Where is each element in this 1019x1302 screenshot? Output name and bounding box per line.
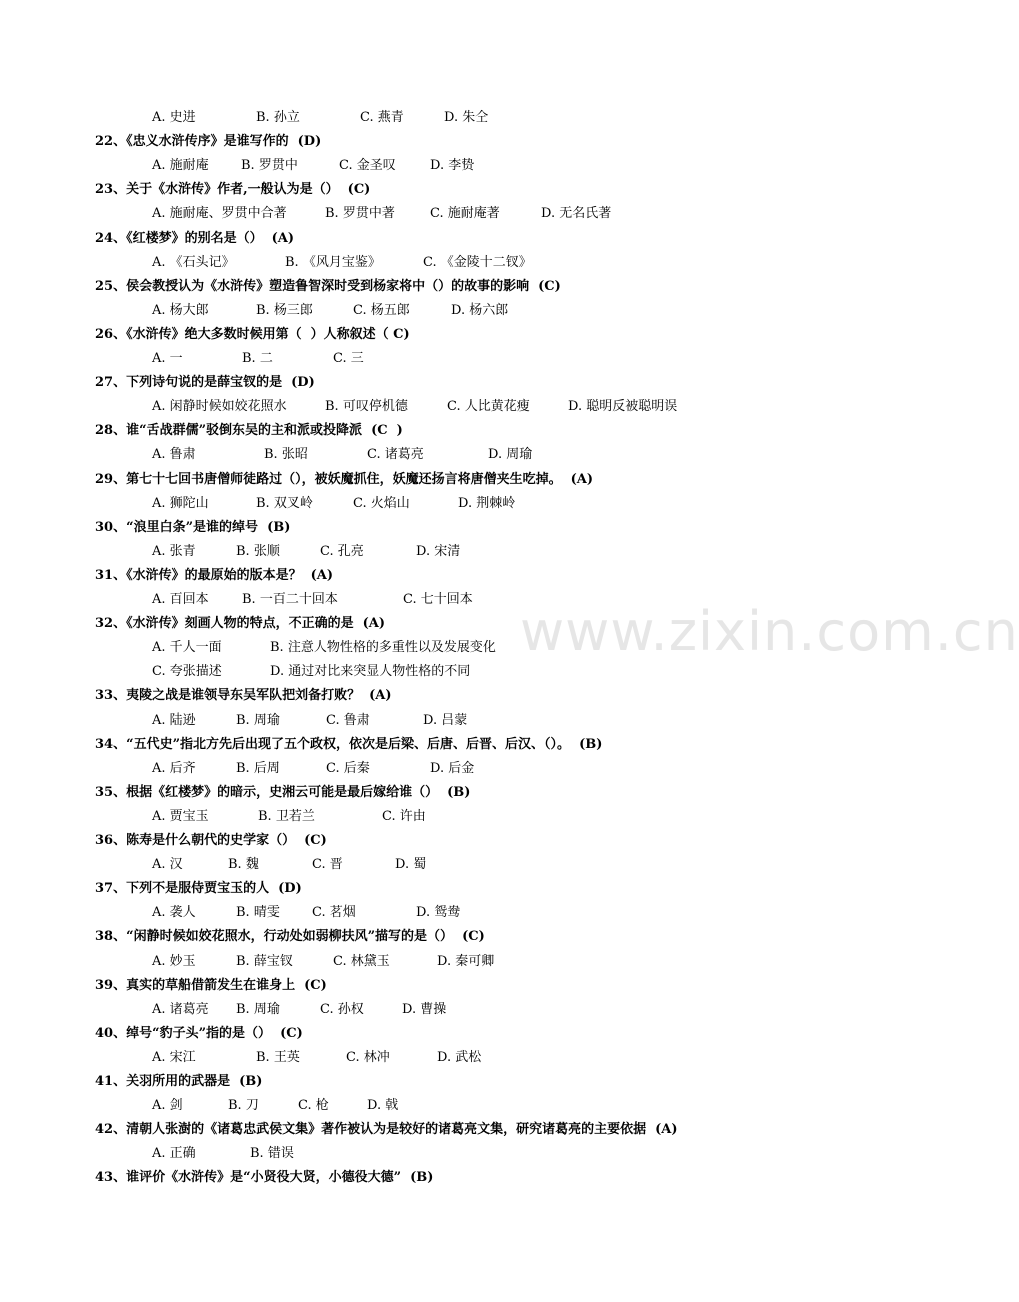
answer-option: B. 《风月宝鉴》	[285, 255, 381, 270]
answer-option: A. 史进	[152, 110, 196, 125]
answer-option: B. 周瑜	[236, 1002, 280, 1017]
watermark: www.zixin.com.cn	[520, 600, 1019, 663]
answer-option: D. 李贽	[430, 158, 475, 173]
question-text: 41、关羽所用的武器是 (B)	[95, 1074, 263, 1089]
answer-option: C. 鲁肃	[326, 713, 370, 728]
question-text: 36、陈寿是什么朝代的史学家（） (C)	[95, 833, 327, 848]
answer-option: B. 魏	[228, 857, 259, 872]
answer-option: B. 罗贯中著	[325, 206, 395, 221]
answer-option: D. 蜀	[395, 857, 427, 872]
answer-option: B. 刀	[228, 1098, 259, 1113]
answer-option: A. 后齐	[152, 761, 196, 776]
answer-option: D. 吕蒙	[423, 713, 468, 728]
answer-option: B. 卫若兰	[258, 809, 315, 824]
answer-option: C. 林黛玉	[333, 954, 390, 969]
answer-option: D. 朱仝	[444, 110, 489, 125]
answer-option: D. 鸳鸯	[416, 905, 461, 920]
answer-option: C. 孔亮	[320, 544, 364, 559]
answer-option: A. 一	[152, 351, 183, 366]
answer-option: A. 百回本	[152, 592, 209, 607]
answer-option: D. 通过对比来突显人物性格的不同	[270, 664, 471, 679]
answer-option: B. 后周	[236, 761, 280, 776]
answer-option: A. 狮陀山	[152, 496, 209, 511]
answer-option: B. 罗贯中	[241, 158, 298, 173]
answer-option: D. 武松	[437, 1050, 482, 1065]
answer-option: B. 周瑜	[236, 713, 280, 728]
question-text: 38、“闲静时候如姣花照水，行动处如弱柳扶风”描写的是（） (C)	[95, 929, 485, 944]
answer-option: D. 后金	[430, 761, 475, 776]
answer-option: B. 二	[242, 351, 273, 366]
answer-option: A. 袭人	[152, 905, 196, 920]
answer-option: A. 施耐庵	[152, 158, 209, 173]
question-text: 29、第七十七回书唐僧师徒路过（），被妖魔抓住，妖魔还扬言将唐僧夹生吃掉。 (A)	[95, 472, 594, 487]
question-text: 35、根据《红楼梦》的暗示，史湘云可能是最后嫁给谁（） (B)	[95, 785, 471, 800]
question-text: 42、清朝人张澍的《诸葛忠武侯文集》著作被认为是较好的诸葛亮文集，研究诸葛亮的主要依据 (A)	[95, 1122, 678, 1137]
answer-option: D. 宋清	[416, 544, 461, 559]
answer-option: C. 燕青	[360, 110, 404, 125]
answer-option: B. 注意人物性格的多重性以及发展变化	[270, 640, 496, 655]
answer-option: B. 张顺	[236, 544, 280, 559]
answer-option: C. 晋	[312, 857, 343, 872]
question-text: 26、《水浒传》绝大多数时候用第（ ）人称叙述（ C)	[95, 327, 410, 342]
answer-option: D. 戟	[367, 1098, 399, 1113]
question-text: 34、“五代史”指北方先后出现了五个政权，依次是后梁、后唐、后晋、后汉、（）。 (B)	[95, 737, 603, 752]
answer-option: D. 曹操	[402, 1002, 447, 1017]
question-text: 25、侯会教授认为《水浒传》塑造鲁智深时受到杨家将中（）的故事的影响 (C)	[95, 279, 561, 294]
answer-option: A. 宋江	[152, 1050, 196, 1065]
answer-option: A. 汉	[152, 857, 183, 872]
answer-option: B. 杨三郎	[256, 303, 313, 318]
answer-option: A. 鲁肃	[152, 447, 196, 462]
question-text: 23、关于《水浒传》作者,一般认为是（） (C)	[95, 182, 371, 197]
question-text: 27、下列诗句说的是薛宝钗的是 (D)	[95, 375, 315, 390]
answer-option: D. 聪明反被聪明误	[568, 399, 678, 414]
answer-option: B. 薛宝钗	[236, 954, 293, 969]
answer-option: C. 孙权	[320, 1002, 364, 1017]
answer-option: C. 火焰山	[353, 496, 410, 511]
answer-option: A. 张青	[152, 544, 196, 559]
question-text: 32、《水浒传》刻画人物的特点，不正确的是 (A)	[95, 616, 386, 631]
answer-option: B. 双叉岭	[256, 496, 313, 511]
answer-option: B. 可叹停机德	[325, 399, 408, 414]
question-text: 33、夷陵之战是谁领导东吴军队把刘备打败？ (A)	[95, 688, 392, 703]
answer-option: A. 妙玉	[152, 954, 196, 969]
answer-option: C. 后秦	[326, 761, 370, 776]
answer-option: B. 孙立	[256, 110, 300, 125]
answer-option: D. 无名氏著	[541, 206, 612, 221]
answer-option: C. 三	[333, 351, 364, 366]
answer-option: C. 林冲	[346, 1050, 390, 1065]
answer-option: A. 诸葛亮	[152, 1002, 209, 1017]
answer-option: A. 陆逊	[152, 713, 196, 728]
answer-option: B. 一百二十回本	[242, 592, 338, 607]
answer-option: C. 杨五郎	[353, 303, 410, 318]
answer-option: A. 剑	[152, 1098, 183, 1113]
answer-option: C. 金圣叹	[339, 158, 396, 173]
question-text: 28、谁“舌战群儒”驳倒东吴的主和派或投降派 (C )	[95, 423, 403, 438]
question-text: 43、谁评价《水浒传》是“小贤役大贤，小德役大德” (B)	[95, 1170, 434, 1185]
answer-option: C. 施耐庵著	[430, 206, 500, 221]
answer-option: A. 正确	[152, 1146, 196, 1161]
answer-option: B. 晴雯	[236, 905, 280, 920]
question-text: 37、下列不是服侍贾宝玉的人 (D)	[95, 881, 302, 896]
answer-option: B. 错误	[250, 1146, 294, 1161]
question-text: 39、真实的草船借箭发生在谁身上 (C)	[95, 978, 327, 993]
answer-option: C. 诸葛亮	[367, 447, 424, 462]
answer-option: C. 人比黄花瘦	[447, 399, 530, 414]
question-text: 31、《水浒传》的最原始的版本是？ (A)	[95, 568, 334, 583]
question-text: 40、绰号“豹子头”指的是（） (C)	[95, 1026, 303, 1041]
answer-option: C. 七十回本	[403, 592, 473, 607]
answer-option: A. 闲静时候如姣花照水	[152, 399, 287, 414]
question-text: 24、《红楼梦》的别名是（） (A)	[95, 231, 295, 246]
answer-option: D. 周瑜	[488, 447, 533, 462]
answer-option: C. 《金陵十二钗》	[423, 255, 532, 270]
answer-option: D. 荆棘岭	[458, 496, 516, 511]
answer-option: A. 千人一面	[152, 640, 222, 655]
answer-option: A. 施耐庵、罗贯中合著	[152, 206, 287, 221]
answer-option: A. 杨大郎	[152, 303, 209, 318]
answer-option: C. 枪	[298, 1098, 329, 1113]
answer-option: A. 《石头记》	[152, 255, 235, 270]
answer-option: B. 王英	[256, 1050, 300, 1065]
answer-option: B. 张昭	[264, 447, 308, 462]
answer-option: A. 贾宝玉	[152, 809, 209, 824]
question-text: 30、“浪里白条”是谁的绰号 (B)	[95, 520, 291, 535]
answer-option: C. 许由	[382, 809, 426, 824]
answer-option: D. 秦可卿	[437, 954, 495, 969]
answer-option: C. 茗烟	[312, 905, 356, 920]
answer-option: D. 杨六郎	[451, 303, 509, 318]
answer-option: C. 夸张描述	[152, 664, 222, 679]
question-text: 22、《忠义水浒传序》是谁写作的 (D)	[95, 134, 322, 149]
